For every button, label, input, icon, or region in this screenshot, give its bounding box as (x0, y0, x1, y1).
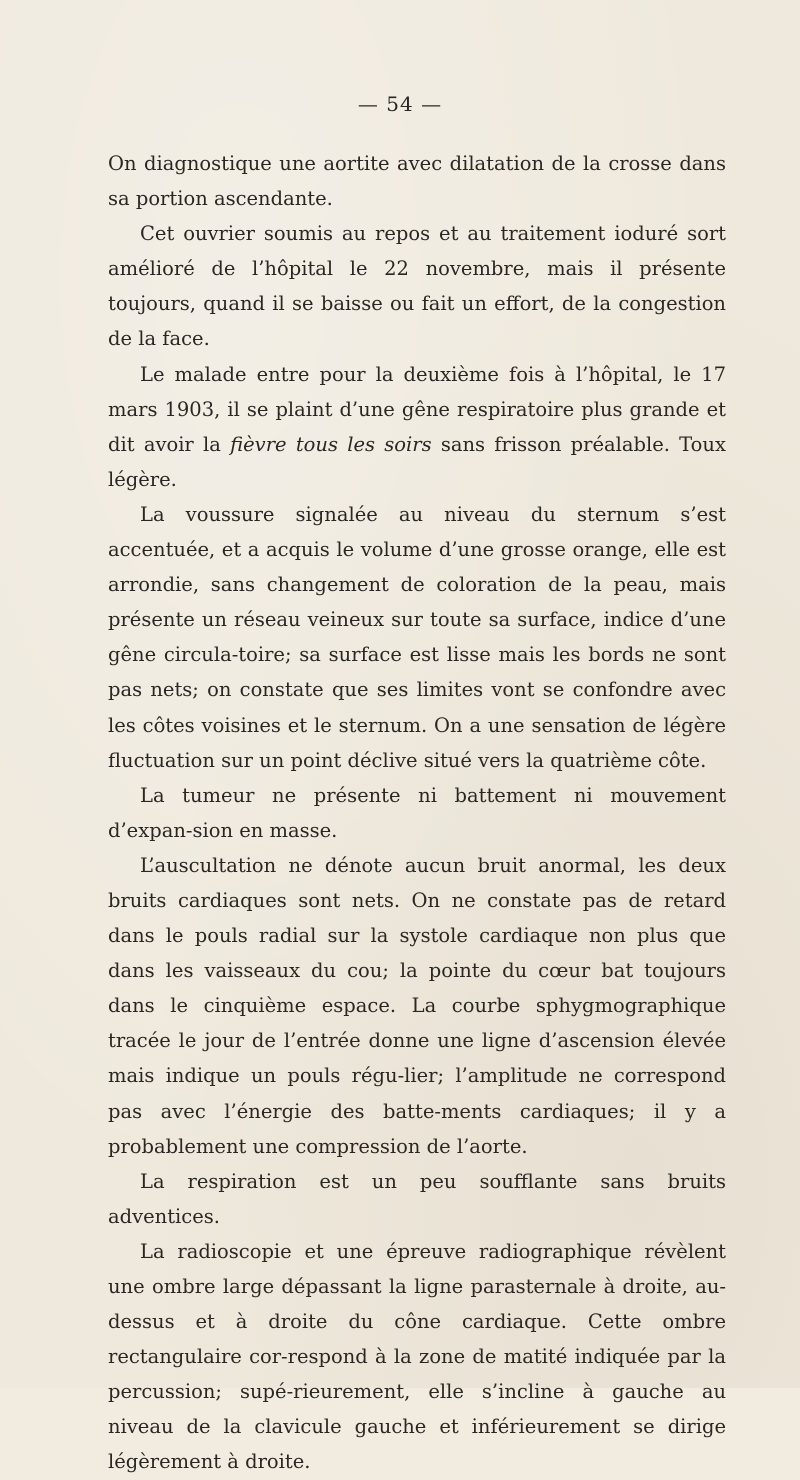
paragraph-second-admission-end: sans frisson préalable. Toux légère. (108, 432, 726, 491)
emphasized-phrase: fièvre tous les soirs (230, 432, 432, 456)
paragraph-respiration: La respiration est un peu soufflante sans bruits adventices. (108, 1169, 726, 1228)
body-text (108, 146, 726, 1480)
paragraph-second-admission-start: Le malade entre pour la deuxième fois à l’hôpital, le 17 mars 1903, il se plaint d’une gêne respiratoire plus grande et dit avoir la (108, 362, 726, 456)
paragraph-tumeur: La tumeur ne présente ni battement ni mouvement d’expan-sion en masse. (108, 783, 726, 842)
paragraph-radioscopie: La radioscopie et une épreuve radiographique révèlent une ombre large dépassant la ligne parasternale à droite, au-dessus et à droite du cône cardiaque. Cette ombre rectangulaire cor-respond à la zone de matité indiquée par la percussion; supé-rieurement, elle s’incline à gauche au niveau de la clavicule gauche et inférieurement se dirige légèrement à droite. (108, 1239, 726, 1474)
paragraph-diagnosis: On diagnostique une aortite avec dilatation de la crosse dans sa portion ascendante. (108, 152, 726, 211)
paragraph-voussure: La voussure signalée au niveau du sternum s’est accentuée, et a acquis le volume d’une grosse orange, elle est arrondie, sans changement de coloration de la peau, mais présente un réseau veineux sur toute sa surface, indice d’une gêne circula-toire; sa surface est lisse mais les bords ne sont pas nets; on constate que ses limites vont se confondre avec les côtes voisines et le sternum. On a une sensation de légère fluctuation sur un point déclive situé vers la quatrième côte. (108, 502, 726, 772)
paragraph-auscultation: L’auscultation ne dénote aucun bruit anormal, les deux bruits cardiaques sont nets. On ne constate pas de retard dans le pouls radial sur la systole cardiaque non plus que dans les vaisseaux du cou; la pointe du cœur bat toujours dans le cinquième espace. La courbe sphygmographique tracée le jour de l’entrée donne une ligne d’ascension élevée mais indique un pouls régu-lier; l’amplitude ne correspond pas avec l’énergie des batte-ments cardiaques; il y a probablement une compression de l’aorte. (108, 853, 726, 1158)
page-number: — 54 — (357, 92, 443, 116)
paragraph-second-admission (108, 357, 726, 497)
paragraph-treatment: Cet ouvrier soumis au repos et au traitement ioduré sort amélioré de l’hôpital le 22 novembre, mais il présente toujours, quand il se baisse ou fait un effort, de la congestion de la face. (108, 222, 726, 351)
